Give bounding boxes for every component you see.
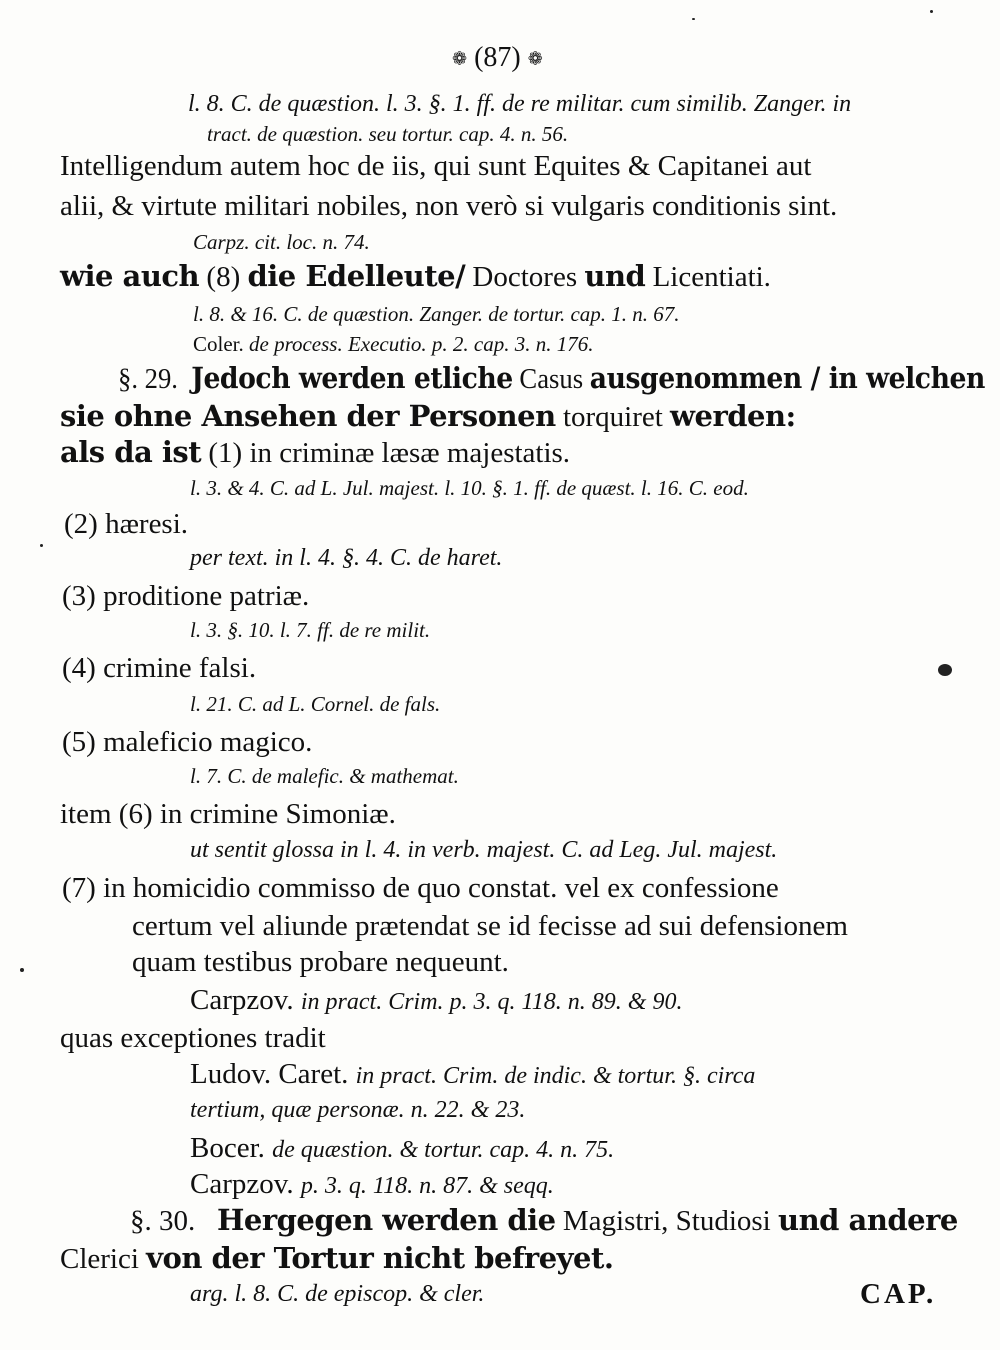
citation-line bbox=[190, 1134, 614, 1163]
catchword: CAP. bbox=[860, 1278, 937, 1310]
author-name: Ludov. Caret. bbox=[190, 1058, 349, 1090]
list-item: (3) proditione patriæ. bbox=[62, 580, 310, 612]
fraktur-text: und andere bbox=[777, 1203, 958, 1237]
latin-text: torquiret bbox=[562, 401, 663, 433]
body-line bbox=[60, 399, 796, 433]
fraktur-text: werden: bbox=[670, 399, 796, 433]
author-name: Bocer. bbox=[190, 1132, 265, 1164]
author-name: Carpzov. bbox=[190, 1168, 294, 1200]
list-item: item (6) in crimine Simoniæ. bbox=[60, 798, 396, 830]
ornament-left-icon: ❁ bbox=[452, 48, 468, 70]
author-name: Coler. bbox=[193, 332, 244, 356]
ink-speck bbox=[20, 968, 24, 972]
section-number: §. 29. bbox=[118, 363, 178, 395]
fraktur-text: ausgenommen / in welchen bbox=[589, 361, 985, 395]
body-line: Intelligendum autem hoc de iis, qui sunt Equites & Capitanei aut bbox=[60, 150, 812, 182]
citation-line: tertium, quæ personæ. n. 22. & 23. bbox=[190, 1097, 526, 1123]
body-line: quam testibus probare nequeunt. bbox=[132, 946, 509, 978]
citation-line bbox=[190, 1170, 554, 1199]
citation-line: arg. l. 8. C. de episcop. & cler. bbox=[190, 1281, 485, 1307]
latin-text: Doctores bbox=[472, 261, 578, 293]
body-line bbox=[60, 1241, 614, 1275]
ink-speck bbox=[40, 544, 43, 547]
citation-text: p. 3. q. 118. n. 87. & seqq. bbox=[300, 1173, 554, 1199]
fraktur-text: die Edelleute/ bbox=[247, 259, 466, 293]
citation-line: l. 8. & 16. C. de quæstion. Zanger. de tortur. cap. 1. n. 67. bbox=[193, 302, 680, 326]
citation-line: l. 3. & 4. C. ad L. Jul. majest. l. 10. §. 1. ff. de quæst. l. 16. C. eod. bbox=[190, 476, 749, 500]
citation-line bbox=[190, 986, 682, 1015]
ink-speck bbox=[930, 10, 933, 13]
citation-line: Carpz. cit. loc. n. 74. bbox=[193, 230, 370, 254]
fraktur-text: und bbox=[584, 259, 646, 293]
citation-line: l. 8. C. de quæstion. l. 3. §. 1. ff. de re militar. cum similib. Zanger. in bbox=[188, 91, 852, 117]
ornament-right-icon: ❁ bbox=[527, 48, 543, 70]
citation-line: l. 7. C. de malefic. & mathemat. bbox=[190, 764, 459, 788]
citation-line bbox=[193, 334, 593, 355]
latin-text: Casus bbox=[519, 363, 584, 395]
latin-text: Clerici bbox=[60, 1243, 139, 1275]
ink-speck bbox=[938, 664, 952, 676]
citation-line: ut sentit glossa in l. 4. in verb. majest. C. ad Leg. Jul. majest. bbox=[190, 837, 778, 863]
citation-line: tract. de quæstion. seu tortur. cap. 4. n. 56. bbox=[207, 122, 569, 146]
citation-text: in pract. Crim. de indic. & tortur. §. circa bbox=[355, 1063, 756, 1089]
body-line: certum vel aliunde prætendat se id fecisse ad sui defensionem bbox=[132, 910, 848, 942]
ink-speck bbox=[692, 18, 695, 20]
list-item: (2) hæresi. bbox=[64, 508, 189, 540]
citation-line: l. 3. §. 10. l. 7. ff. de re milit. bbox=[190, 618, 431, 642]
author-name: Carpzov. bbox=[190, 984, 294, 1016]
body-line: alii, & virtute militari nobiles, non verò si vulgaris conditionis sint. bbox=[60, 190, 838, 222]
section-heading-line bbox=[118, 361, 985, 395]
body-line: quas exceptiones tradit bbox=[60, 1022, 326, 1054]
body-line bbox=[60, 259, 771, 293]
page-header bbox=[452, 44, 543, 72]
fraktur-text: Jedoch werden etliche bbox=[191, 361, 513, 395]
list-item: (7) in homicidio commisso de quo constat. vel ex confessione bbox=[62, 872, 779, 904]
fraktur-text: sie ohne Ansehen der Personen bbox=[60, 399, 556, 433]
latin-text: Magistri, Studiosi bbox=[562, 1205, 771, 1237]
latin-text: Licentiati. bbox=[652, 261, 771, 293]
citation-text: in pract. Crim. p. 3. q. 118. n. 89. & 90. bbox=[300, 989, 683, 1015]
citation-line bbox=[190, 1060, 755, 1089]
section-heading-line bbox=[130, 1203, 958, 1237]
list-item: (4) crimine falsi. bbox=[62, 652, 257, 684]
latin-text: (1) in criminæ læsæ majestatis. bbox=[208, 437, 571, 469]
citation-line: per text. in l. 4. §. 4. C. de haret. bbox=[190, 545, 503, 571]
body-line bbox=[60, 435, 571, 469]
citation-line: l. 21. C. ad L. Cornel. de fals. bbox=[190, 692, 441, 716]
citation-text: de quæstion. & tortur. cap. 4. n. 75. bbox=[272, 1137, 615, 1163]
fraktur-text: Hergegen werden die bbox=[217, 1203, 556, 1237]
fraktur-text: als da ist bbox=[60, 435, 202, 469]
fraktur-text: von der Tortur nicht befreyet. bbox=[146, 1241, 614, 1275]
note-number: (8) bbox=[206, 261, 241, 293]
citation-text: de process. Executio. p. 2. cap. 3. n. 176. bbox=[249, 332, 594, 356]
page-number: (87) bbox=[474, 42, 521, 73]
fraktur-text: wie auch bbox=[60, 259, 200, 293]
section-number: §. 30. bbox=[130, 1205, 196, 1237]
list-item: (5) maleficio magico. bbox=[62, 726, 313, 758]
